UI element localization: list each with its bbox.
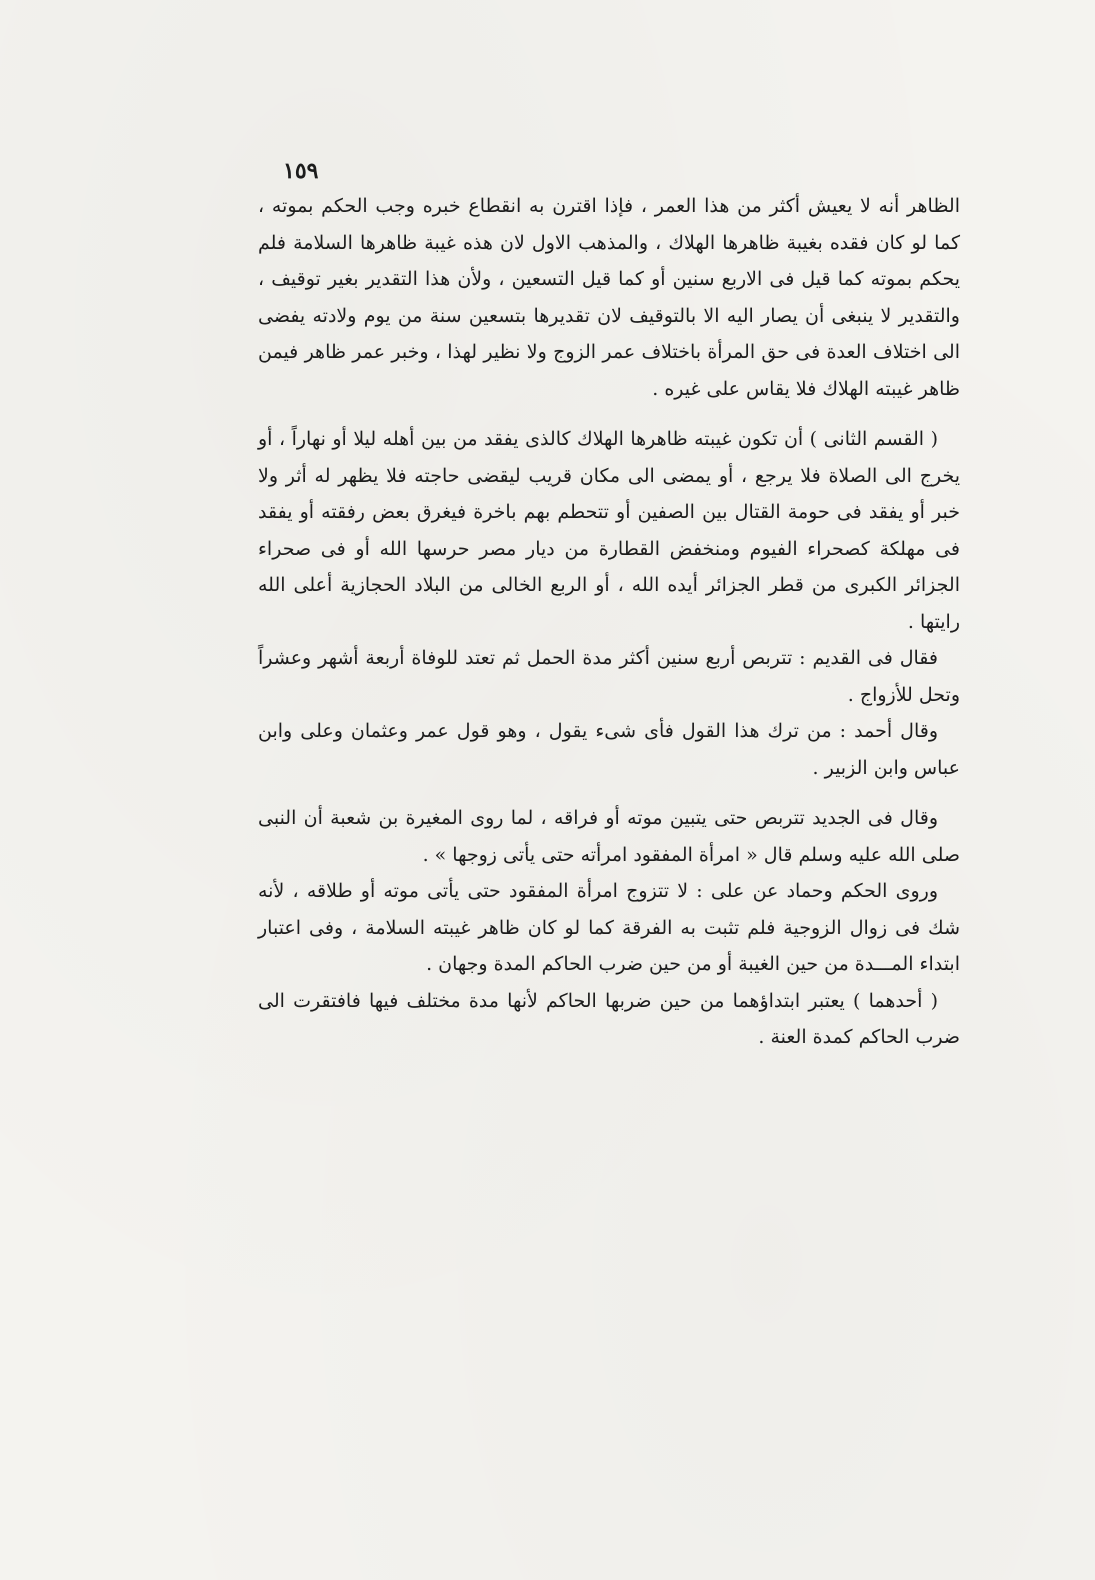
paragraph-continuation: الظاهر أنه لا يعيش أكثر من هذا العمر ، فإذا اقترن به انقطاع خبره وجب الحكم بموته ، كما لو كان فقده بغيبة ظاهرها الهلاك ، والمذهب الاول لان هذه غيبة ظاهرها السلامة فلم يحكم بموته كما قيل فى الاربع سنين أو كما قيل التسعين ، ولأن هذا التقدير بغير توقيف ، والتقدير لا ينبغى أن يصار اليه الا بالتوقيف لان تقديرها بتسعين سنة من يوم ولادته يفضى الى اختلاف العدة فى حق المرأة باختلاف عمر الزوج ولا نظير لهذا ، وخبر عمر ظاهر فيمن ظاهر غيبته الهلاك فلا يقاس على غيره . — [258, 195, 960, 400]
paragraph-ali-narration: وروى الحكم وحماد عن على : لا تتزوج امرأة المفقود حتى يأتى موته أو طلاقه ، لأنه شك فى زوال الزوجية فلم تثبت به الفرقة كما لو كان ظاهر غيبته السلامة ، وفى اعتبار ابتداء المـــدة من حين الغيبة أو من حين ضرب الحاكم المدة وجهان . — [258, 880, 960, 975]
paragraph-second-section: ( القسم الثانى ) أن تكون غيبته ظاهرها الهلاك كالذى يفقد من بين أهله ليلا أو نهاراً ، أو يخرج الى الصلاة فلا يرجع ، أو يمضى الى مكان قريب ليقضى حاجته فلا يظهر له أثر ولا خبر أو يفقد فى حومة القتال بين الصفين أو تتحطم بهم باخرة فيغرق بعض رفقته أو يفقد فى مهلكة كصحراء الفيوم ومنخفض القطارة من ديار مصر حرسها الله أو فى صحراء الجزائر الكبرى من قطر الجزائر أيده الله ، أو الربع الخالى من البلاد الحجازية أعلى الله رايتها . — [258, 428, 960, 633]
paragraph-first-view: ( أحدهما ) يعتبر ابتداؤهما من حين ضربها الحاكم لأنها مدة مختلف فيها فافتقرت الى ضرب الحاكم كمدة العنة . — [258, 989, 960, 1048]
page-number: ١٥٩ — [283, 158, 319, 184]
page-body — [258, 188, 960, 1056]
paragraph-ahmad-saying: وقال أحمد : من ترك هذا القول فأى شىء يقول ، وهو قول عمر وعثمان وعلى وابن عباس وابن الزبير . — [258, 720, 960, 779]
paragraph-new-opinion: وقال فى الجديد تتربص حتى يتبين موته أو فراقه ، لما روى المغيرة بن شعبة أن النبى صلى الله عليه وسلم قال « امرأة المفقود امرأته حتى يأتى زوجها » . — [258, 807, 960, 866]
paragraph-old-opinion: فقال فى القديم : تتربص أربع سنين أكثر مدة الحمل ثم تعتد للوفاة أربعة أشهر وعشراً وتحل للأزواج . — [258, 647, 960, 706]
